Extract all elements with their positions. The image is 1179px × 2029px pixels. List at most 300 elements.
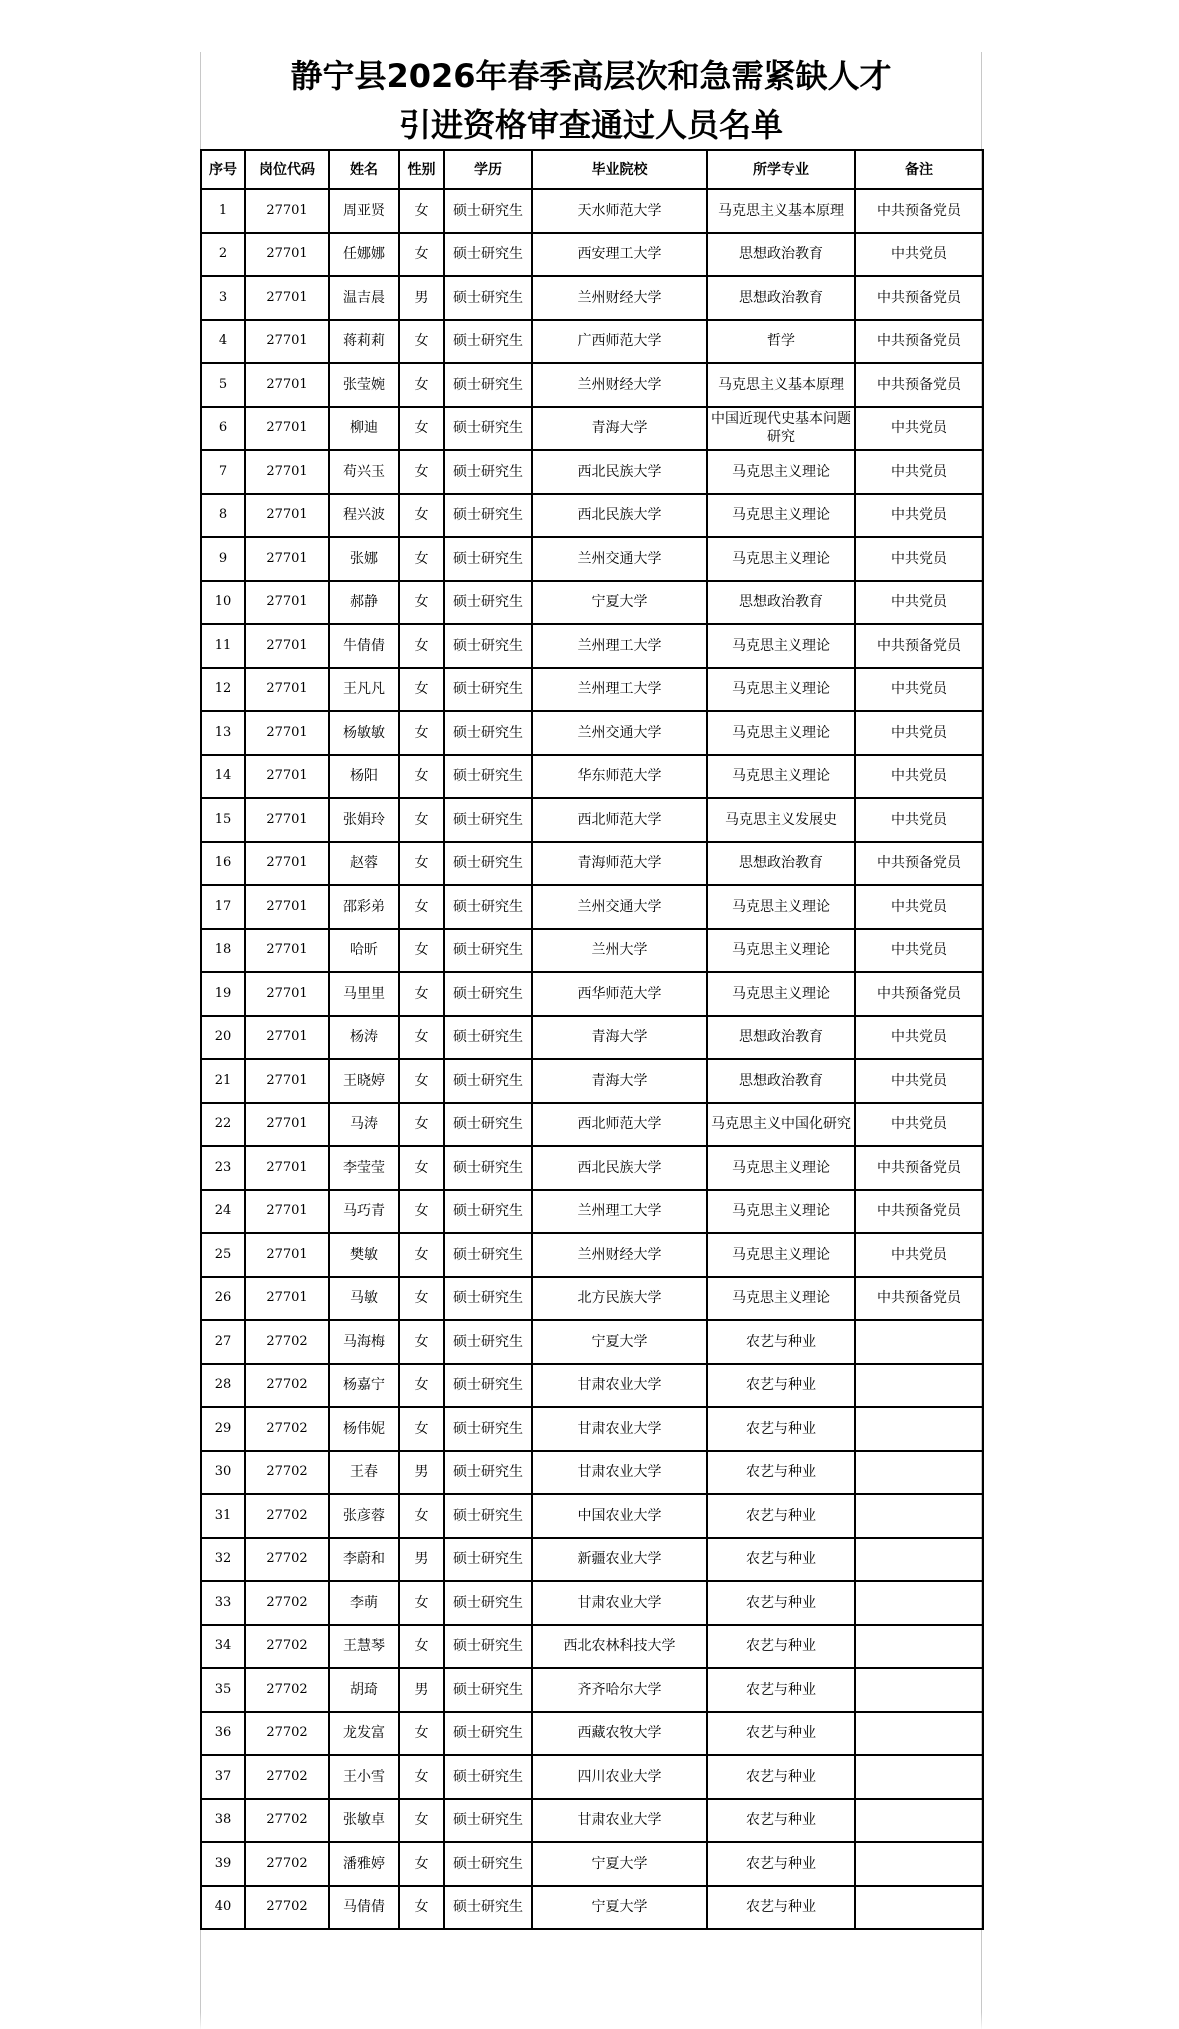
cell-major: 马克思主义理论 [707,972,855,1016]
cell-index: 8 [201,494,245,538]
cell-name: 张娟玲 [329,798,399,842]
table-row [201,581,983,625]
table-row [201,363,983,407]
cell-degree: 硕士研究生 [444,1886,532,1930]
cell-gender: 女 [399,972,444,1016]
cell-major: 马克思主义中国化研究 [707,1103,855,1147]
cell-name: 杨敏敏 [329,711,399,755]
cell-name: 牛倩倩 [329,624,399,668]
cell-name: 李萌 [329,1581,399,1625]
cell-post-code: 27702 [245,1842,329,1886]
header-major: 所学专业 [707,150,855,189]
cell-degree: 硕士研究生 [444,755,532,799]
cell-index: 13 [201,711,245,755]
cell-school: 华东师范大学 [532,755,707,799]
table-row [201,798,983,842]
cell-gender: 男 [399,276,444,320]
cell-major: 思想政治教育 [707,1016,855,1060]
cell-gender: 女 [399,1016,444,1060]
cell-name: 李蔚和 [329,1538,399,1582]
cell-major: 农艺与种业 [707,1494,855,1538]
cell-remark: 中共党员 [855,407,983,451]
cell-major: 马克思主义理论 [707,537,855,581]
cell-index: 10 [201,581,245,625]
table-row [201,1103,983,1147]
cell-school: 西藏农牧大学 [532,1712,707,1756]
table-row [201,1016,983,1060]
cell-post-code: 27701 [245,972,329,1016]
table-row [201,189,983,233]
cell-index: 37 [201,1755,245,1799]
cell-degree: 硕士研究生 [444,1059,532,1103]
cell-school: 西华师范大学 [532,972,707,1016]
cell-degree: 硕士研究生 [444,1668,532,1712]
cell-index: 34 [201,1625,245,1669]
cell-remark [855,1842,983,1886]
cell-name: 柳迪 [329,407,399,451]
cell-post-code: 27701 [245,1016,329,1060]
table-row [201,1538,983,1582]
cell-index: 18 [201,929,245,973]
cell-degree: 硕士研究生 [444,1190,532,1234]
cell-remark: 中共党员 [855,450,983,494]
cell-post-code: 27701 [245,276,329,320]
cell-name: 王慧琴 [329,1625,399,1669]
cell-major: 农艺与种业 [707,1407,855,1451]
cell-degree: 硕士研究生 [444,450,532,494]
cell-major: 马克思主义理论 [707,668,855,712]
cell-post-code: 27701 [245,929,329,973]
cell-school: 兰州理工大学 [532,668,707,712]
cell-school: 兰州交通大学 [532,537,707,581]
table-row [201,494,983,538]
table-row [201,537,983,581]
cell-index: 33 [201,1581,245,1625]
cell-index: 12 [201,668,245,712]
cell-degree: 硕士研究生 [444,1755,532,1799]
cell-index: 15 [201,798,245,842]
cell-major: 马克思主义发展史 [707,798,855,842]
cell-post-code: 27702 [245,1407,329,1451]
cell-gender: 女 [399,798,444,842]
table-row [201,929,983,973]
cell-remark: 中共党员 [855,1233,983,1277]
cell-name: 马海梅 [329,1320,399,1364]
cell-gender: 女 [399,537,444,581]
cell-degree: 硕士研究生 [444,1494,532,1538]
cell-school: 兰州财经大学 [532,363,707,407]
cell-degree: 硕士研究生 [444,1320,532,1364]
cell-post-code: 27701 [245,450,329,494]
cell-major: 农艺与种业 [707,1799,855,1843]
cell-index: 38 [201,1799,245,1843]
header-index: 序号 [201,150,245,189]
cell-remark: 中共党员 [855,1103,983,1147]
cell-gender: 女 [399,624,444,668]
cell-gender: 女 [399,1277,444,1321]
cell-school: 宁夏大学 [532,581,707,625]
cell-school: 西北民族大学 [532,494,707,538]
cell-index: 6 [201,407,245,451]
cell-gender: 女 [399,450,444,494]
cell-index: 26 [201,1277,245,1321]
cell-major: 农艺与种业 [707,1625,855,1669]
cell-index: 29 [201,1407,245,1451]
cell-name: 王凡凡 [329,668,399,712]
cell-gender: 女 [399,1842,444,1886]
cell-school: 甘肃农业大学 [532,1364,707,1408]
cell-index: 11 [201,624,245,668]
cell-name: 杨涛 [329,1016,399,1060]
table-row [201,1233,983,1277]
cell-school: 西北师范大学 [532,1103,707,1147]
cell-school: 兰州交通大学 [532,711,707,755]
cell-major: 马克思主义理论 [707,1190,855,1234]
cell-degree: 硕士研究生 [444,276,532,320]
cell-remark: 中共党员 [855,711,983,755]
cell-major: 农艺与种业 [707,1886,855,1930]
cell-remark [855,1799,983,1843]
cell-remark [855,1538,983,1582]
table-row [201,711,983,755]
cell-index: 19 [201,972,245,1016]
cell-major: 马克思主义基本原理 [707,189,855,233]
cell-name: 马涛 [329,1103,399,1147]
cell-major: 农艺与种业 [707,1320,855,1364]
cell-name: 张彦蓉 [329,1494,399,1538]
cell-post-code: 27701 [245,320,329,364]
cell-name: 杨嘉宁 [329,1364,399,1408]
cell-index: 35 [201,1668,245,1712]
cell-name: 张娜 [329,537,399,581]
cell-index: 39 [201,1842,245,1886]
cell-name: 王晓婷 [329,1059,399,1103]
table-row [201,1842,983,1886]
cell-remark: 中共预备党员 [855,189,983,233]
cell-name: 赵蓉 [329,842,399,886]
cell-gender: 女 [399,1233,444,1277]
cell-school: 兰州大学 [532,929,707,973]
cell-school: 宁夏大学 [532,1842,707,1886]
cell-gender: 女 [399,1712,444,1756]
cell-school: 北方民族大学 [532,1277,707,1321]
cell-major: 思想政治教育 [707,233,855,277]
cell-index: 21 [201,1059,245,1103]
table-row [201,755,983,799]
cell-remark [855,1494,983,1538]
cell-gender: 女 [399,1364,444,1408]
table-row [201,450,983,494]
cell-post-code: 27701 [245,1103,329,1147]
document-title [200,52,982,150]
table-row [201,1190,983,1234]
cell-major: 中国近现代史基本问题研究 [707,407,855,451]
cell-gender: 女 [399,1059,444,1103]
table-row [201,1581,983,1625]
header-gender: 性别 [399,150,444,189]
cell-post-code: 27701 [245,624,329,668]
cell-post-code: 27701 [245,798,329,842]
cell-index: 4 [201,320,245,364]
table-row [201,407,983,451]
cell-remark: 中共预备党员 [855,624,983,668]
cell-remark: 中共党员 [855,1016,983,1060]
cell-index: 7 [201,450,245,494]
table-row [201,1364,983,1408]
cell-post-code: 27701 [245,711,329,755]
cell-major: 思想政治教育 [707,1059,855,1103]
table-row [201,1320,983,1364]
cell-remark: 中共预备党员 [855,1277,983,1321]
cell-gender: 女 [399,1755,444,1799]
header-post-code: 岗位代码 [245,150,329,189]
header-school: 毕业院校 [532,150,707,189]
cell-remark: 中共党员 [855,1059,983,1103]
cell-degree: 硕士研究生 [444,1016,532,1060]
cell-school: 广西师范大学 [532,320,707,364]
cell-major: 农艺与种业 [707,1755,855,1799]
cell-gender: 女 [399,320,444,364]
cell-school: 宁夏大学 [532,1886,707,1930]
table-row [201,1451,983,1495]
cell-degree: 硕士研究生 [444,233,532,277]
cell-degree: 硕士研究生 [444,581,532,625]
cell-remark [855,1755,983,1799]
cell-post-code: 27702 [245,1799,329,1843]
cell-gender: 女 [399,1799,444,1843]
cell-school: 齐齐哈尔大学 [532,1668,707,1712]
cell-index: 16 [201,842,245,886]
cell-gender: 男 [399,1538,444,1582]
cell-post-code: 27701 [245,407,329,451]
cell-index: 17 [201,885,245,929]
cell-name: 程兴波 [329,494,399,538]
cell-remark: 中共预备党员 [855,363,983,407]
cell-gender: 男 [399,1668,444,1712]
cell-name: 胡琦 [329,1668,399,1712]
cell-degree: 硕士研究生 [444,624,532,668]
cell-index: 9 [201,537,245,581]
table-row [201,233,983,277]
table-row [201,1625,983,1669]
cell-major: 农艺与种业 [707,1668,855,1712]
cell-degree: 硕士研究生 [444,711,532,755]
cell-major: 马克思主义基本原理 [707,363,855,407]
cell-post-code: 27701 [245,1059,329,1103]
cell-remark: 中共党员 [855,537,983,581]
cell-gender: 女 [399,929,444,973]
cell-remark: 中共党员 [855,885,983,929]
cell-major: 农艺与种业 [707,1581,855,1625]
cell-major: 马克思主义理论 [707,494,855,538]
cell-remark: 中共预备党员 [855,842,983,886]
table-row [201,1277,983,1321]
cell-school: 青海大学 [532,1059,707,1103]
cell-major: 农艺与种业 [707,1712,855,1756]
table-row [201,1755,983,1799]
table-row [201,1799,983,1843]
cell-post-code: 27701 [245,668,329,712]
table-row [201,1668,983,1712]
cell-remark: 中共党员 [855,233,983,277]
cell-remark [855,1625,983,1669]
cell-degree: 硕士研究生 [444,363,532,407]
cell-degree: 硕士研究生 [444,668,532,712]
cell-school: 兰州理工大学 [532,1190,707,1234]
cell-index: 30 [201,1451,245,1495]
cell-remark [855,1364,983,1408]
cell-major: 思想政治教育 [707,581,855,625]
cell-degree: 硕士研究生 [444,1625,532,1669]
cell-name: 郝静 [329,581,399,625]
cell-school: 兰州财经大学 [532,276,707,320]
cell-remark [855,1581,983,1625]
cell-major: 农艺与种业 [707,1364,855,1408]
cell-major: 马克思主义理论 [707,885,855,929]
table-row [201,842,983,886]
cell-major: 哲学 [707,320,855,364]
cell-major: 马克思主义理论 [707,450,855,494]
cell-major: 农艺与种业 [707,1451,855,1495]
cell-post-code: 27701 [245,885,329,929]
cell-gender: 女 [399,1581,444,1625]
cell-degree: 硕士研究生 [444,320,532,364]
table-body [201,189,983,1929]
cell-index: 14 [201,755,245,799]
cell-name: 王小雪 [329,1755,399,1799]
cell-remark [855,1320,983,1364]
cell-post-code: 27701 [245,537,329,581]
cell-gender: 女 [399,1146,444,1190]
cell-post-code: 27702 [245,1712,329,1756]
cell-major: 马克思主义理论 [707,929,855,973]
cell-remark [855,1668,983,1712]
cell-remark: 中共党员 [855,581,983,625]
cell-gender: 男 [399,1451,444,1495]
cell-school: 甘肃农业大学 [532,1407,707,1451]
table-row [201,972,983,1016]
cell-index: 3 [201,276,245,320]
cell-degree: 硕士研究生 [444,1712,532,1756]
cell-post-code: 27701 [245,233,329,277]
cell-gender: 女 [399,363,444,407]
table-row [201,320,983,364]
cell-index: 27 [201,1320,245,1364]
cell-gender: 女 [399,885,444,929]
cell-post-code: 27702 [245,1364,329,1408]
cell-gender: 女 [399,1886,444,1930]
cell-major: 马克思主义理论 [707,1146,855,1190]
cell-post-code: 27702 [245,1755,329,1799]
cell-name: 邵彩弟 [329,885,399,929]
table-row [201,1059,983,1103]
cell-gender: 女 [399,494,444,538]
cell-post-code: 27701 [245,363,329,407]
table-row [201,276,983,320]
cell-remark [855,1407,983,1451]
cell-index: 23 [201,1146,245,1190]
cell-remark [855,1886,983,1930]
cell-gender: 女 [399,1494,444,1538]
cell-school: 甘肃农业大学 [532,1799,707,1843]
cell-degree: 硕士研究生 [444,1842,532,1886]
cell-school: 西北民族大学 [532,1146,707,1190]
roster-table [200,149,984,1930]
cell-name: 马里里 [329,972,399,1016]
cell-degree: 硕士研究生 [444,1451,532,1495]
cell-remark: 中共党员 [855,755,983,799]
cell-name: 张敏卓 [329,1799,399,1843]
table-row [201,1494,983,1538]
cell-degree: 硕士研究生 [444,1277,532,1321]
cell-post-code: 27701 [245,842,329,886]
cell-post-code: 27702 [245,1581,329,1625]
cell-school: 中国农业大学 [532,1494,707,1538]
cell-post-code: 27701 [245,755,329,799]
title-line-2: 引进资格审查通过人员名单 [398,106,783,144]
cell-name: 哈昕 [329,929,399,973]
table-row [201,885,983,929]
cell-major: 马克思主义理论 [707,755,855,799]
cell-degree: 硕士研究生 [444,189,532,233]
cell-degree: 硕士研究生 [444,1581,532,1625]
cell-school: 青海师范大学 [532,842,707,886]
cell-gender: 女 [399,842,444,886]
cell-major: 马克思主义理论 [707,1277,855,1321]
cell-index: 1 [201,189,245,233]
cell-gender: 女 [399,1190,444,1234]
cell-index: 2 [201,233,245,277]
cell-name: 潘雅婷 [329,1842,399,1886]
cell-gender: 女 [399,1625,444,1669]
cell-degree: 硕士研究生 [444,1538,532,1582]
cell-name: 周亚贤 [329,189,399,233]
cell-gender: 女 [399,407,444,451]
cell-name: 杨伟妮 [329,1407,399,1451]
cell-remark: 中共党员 [855,929,983,973]
cell-degree: 硕士研究生 [444,1799,532,1843]
cell-degree: 硕士研究生 [444,407,532,451]
cell-major: 思想政治教育 [707,276,855,320]
cell-school: 兰州交通大学 [532,885,707,929]
cell-index: 5 [201,363,245,407]
cell-degree: 硕士研究生 [444,842,532,886]
cell-degree: 硕士研究生 [444,798,532,842]
cell-school: 四川农业大学 [532,1755,707,1799]
table-row [201,1407,983,1451]
cell-index: 25 [201,1233,245,1277]
table-row [201,1886,983,1930]
cell-school: 宁夏大学 [532,1320,707,1364]
cell-degree: 硕士研究生 [444,885,532,929]
cell-post-code: 27701 [245,1233,329,1277]
cell-index: 32 [201,1538,245,1582]
cell-major: 马克思主义理论 [707,1233,855,1277]
cell-degree: 硕士研究生 [444,1233,532,1277]
cell-post-code: 27702 [245,1494,329,1538]
cell-name: 马敏 [329,1277,399,1321]
header-degree: 学历 [444,150,532,189]
cell-gender: 女 [399,1407,444,1451]
cell-post-code: 27701 [245,1190,329,1234]
cell-degree: 硕士研究生 [444,972,532,1016]
header-name: 姓名 [329,150,399,189]
cell-index: 24 [201,1190,245,1234]
cell-name: 任娜娜 [329,233,399,277]
cell-gender: 女 [399,755,444,799]
cell-post-code: 27701 [245,494,329,538]
cell-school: 西安理工大学 [532,233,707,277]
